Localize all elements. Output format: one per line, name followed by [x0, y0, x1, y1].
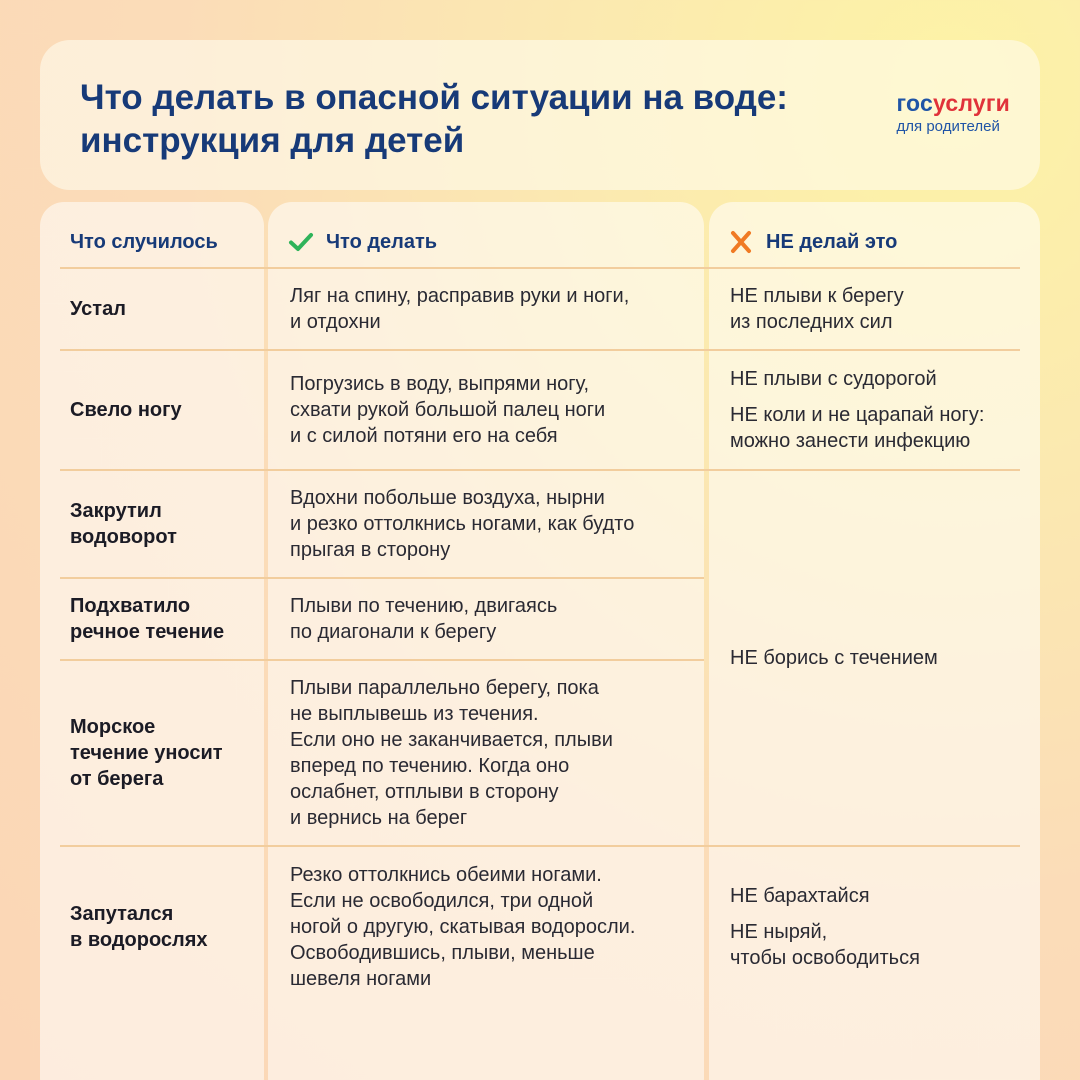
dont-text: НЕ плыви к берегу — [730, 285, 904, 307]
table-row-todo — [290, 471, 690, 577]
todo-text: и отдохни — [290, 311, 381, 333]
todo-text: Если не освободился, три одной — [290, 890, 594, 912]
situation-text: Запутался — [70, 903, 174, 925]
table-row-situation — [70, 471, 260, 577]
dont-paragraph — [730, 402, 984, 454]
column-header-dont — [728, 230, 897, 254]
table-row-situation — [70, 661, 260, 845]
situation-text: водоворот — [70, 526, 177, 548]
situation-text: течение уносит — [70, 742, 223, 764]
table-row-situation — [70, 351, 260, 469]
situation-text: Морское — [70, 716, 156, 738]
cross-icon — [728, 230, 754, 254]
page-title-line: инструкция для детей — [80, 121, 465, 160]
page-title — [80, 76, 840, 162]
todo-text: Погрузись в воду, выпрями ногу, — [290, 373, 590, 395]
logo-part-uslugi: услуги — [932, 90, 1010, 116]
logo-wordmark — [897, 90, 1010, 116]
todo-text: Плыви параллельно берегу, пока — [290, 677, 599, 699]
table-row-todo — [290, 269, 690, 349]
table-row-todo — [290, 661, 690, 845]
situation-text: от берега — [70, 768, 164, 790]
situation-text: Подхватило — [70, 595, 191, 617]
gosuslugi-logo — [897, 90, 1010, 136]
dont-text: НЕ ныряй, — [730, 921, 828, 943]
table-row-situation — [70, 579, 260, 659]
dont-text: НЕ борись с течением — [730, 647, 938, 669]
table-row-dont — [730, 269, 1030, 349]
todo-text: Вдохни побольше воздуха, нырни — [290, 487, 605, 509]
dont-text: НЕ плыви с судорогой — [730, 368, 937, 390]
table-row-dont — [730, 471, 1030, 845]
dont-paragraph — [730, 919, 920, 971]
todo-text: и вернись на берег — [290, 807, 468, 829]
dont-paragraph — [730, 283, 904, 335]
dont-text: можно занести инфекцию — [730, 430, 971, 452]
todo-text: ногой о другую, скатывая водоросли. — [290, 916, 636, 938]
table-row-dont — [730, 351, 1030, 469]
table-row-dont — [730, 847, 1030, 1007]
dont-paragraph — [730, 645, 938, 671]
dont-text: чтобы освободиться — [730, 947, 920, 969]
column-header-todo-label: Что делать — [326, 231, 438, 253]
situation-text: Свело ногу — [70, 399, 182, 421]
situation-text: речное течение — [70, 621, 225, 643]
todo-text: Освободившись, плыви, меньше — [290, 942, 595, 964]
todo-text: прыгая в сторону — [290, 539, 451, 561]
todo-text: шевеля ногами — [290, 968, 432, 990]
dont-paragraph — [730, 883, 920, 909]
dont-text: НЕ коли и не царапай ногу: — [730, 404, 985, 426]
page-title-line: Что делать в опасной ситуации на воде: — [80, 78, 788, 117]
table-row-situation — [70, 269, 260, 349]
todo-text: ослабнет, отплыви в сторону — [290, 781, 559, 803]
table-row-todo — [290, 579, 690, 659]
situation-text: Устал — [70, 298, 126, 320]
logo-subtitle: для родителей — [896, 118, 1000, 135]
table-row-todo — [290, 847, 690, 1007]
todo-text: не выплывешь из течения. — [290, 703, 539, 725]
situation-text: в водорослях — [70, 929, 208, 951]
table-row-situation — [70, 847, 260, 1007]
column-header-dont-label: НЕ делай это — [766, 231, 898, 253]
dont-text: из последних сил — [730, 311, 893, 333]
todo-text: Ляг на спину, расправив руки и ноги, — [290, 285, 630, 307]
todo-text: Если оно не заканчивается, плыви — [290, 729, 613, 751]
todo-text: схвати рукой большой палец ноги — [290, 399, 606, 421]
table-row-todo — [290, 351, 690, 469]
todo-text: и с силой потяни его на себя — [290, 425, 558, 447]
todo-text: по диагонали к берегу — [290, 621, 497, 643]
header-card — [40, 40, 1040, 190]
dont-paragraph — [730, 366, 984, 392]
todo-text: вперед по течению. Когда оно — [290, 755, 570, 777]
dont-text: НЕ барахтайся — [730, 885, 870, 907]
check-icon — [288, 230, 314, 254]
column-header-todo — [288, 230, 437, 254]
todo-text: Плыви по течению, двигаясь — [290, 595, 558, 617]
logo-part-gos: гос — [896, 90, 933, 116]
todo-text: и резко оттолкнись ногами, как будто — [290, 513, 635, 535]
situation-text: Закрутил — [70, 500, 162, 522]
column-header-situation-label: Что случилось — [70, 231, 218, 253]
todo-text: Резко оттолкнись обеими ногами. — [290, 864, 602, 886]
column-header-situation — [70, 230, 218, 254]
